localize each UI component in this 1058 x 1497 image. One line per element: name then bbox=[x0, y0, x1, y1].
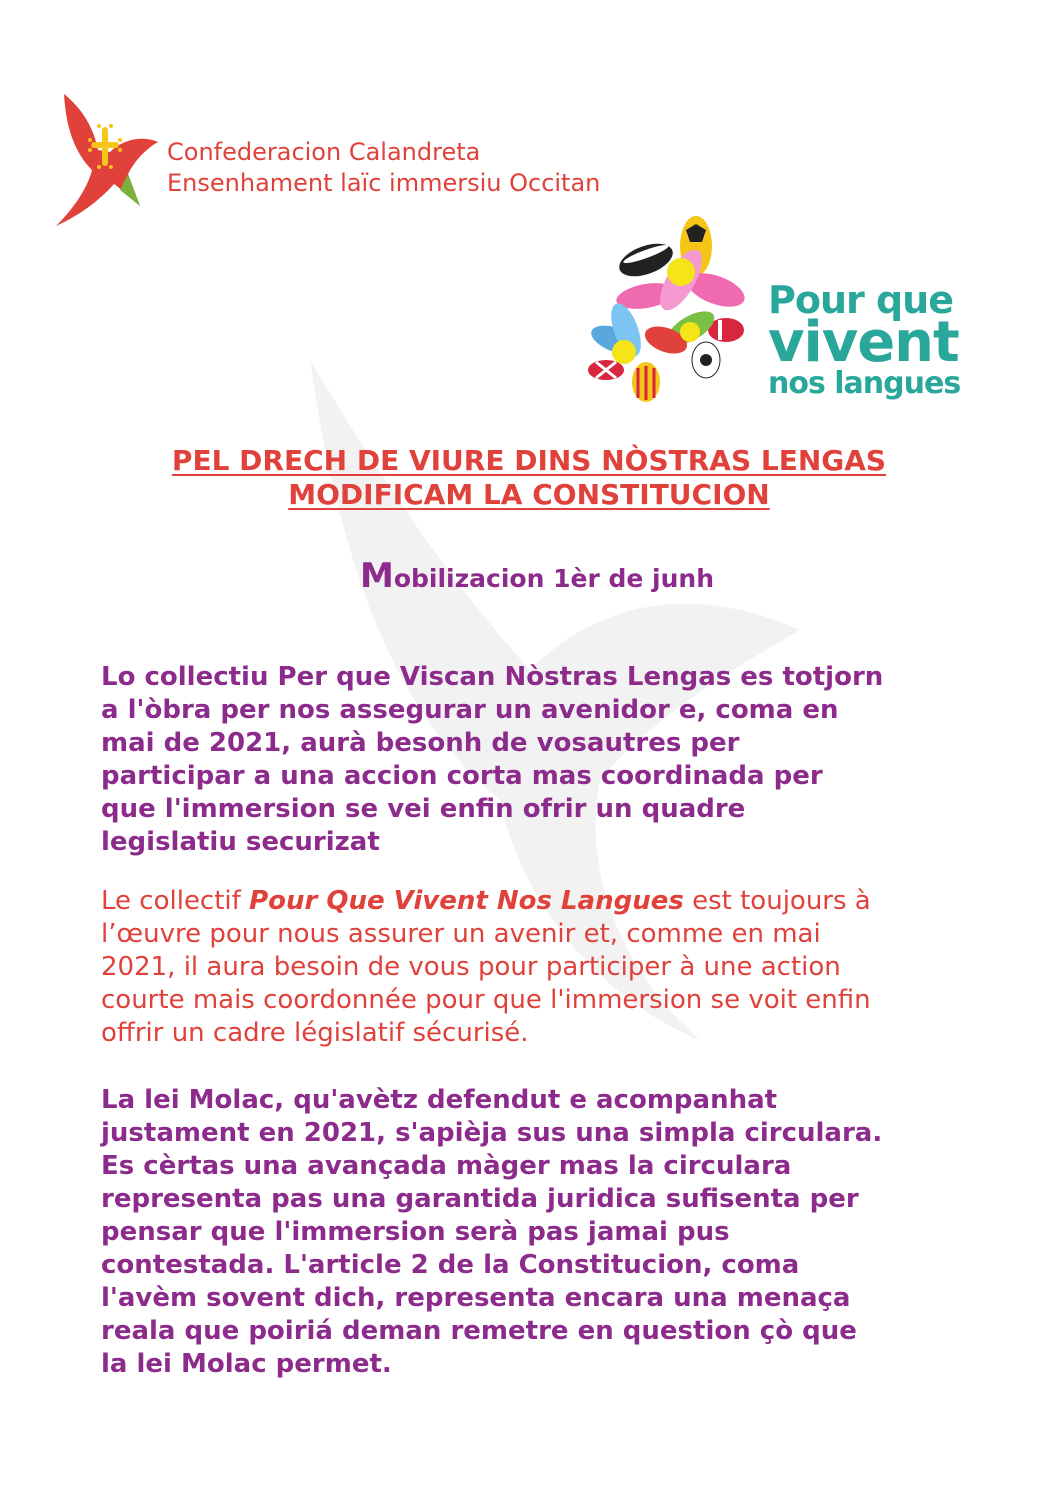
title-line: PEL DRECH DE VIURE DINS NÒSTRAS LENGAS bbox=[171, 444, 887, 477]
paragraph-line: reala que poiriá deman remetre en question çò que bbox=[101, 1316, 857, 1346]
paragraph-text: Le collectif bbox=[101, 886, 250, 916]
subtitle bbox=[360, 556, 714, 596]
paragraph-line: La lei Molac, qu'avètz defendut e acompanhat bbox=[101, 1085, 778, 1115]
organization-name bbox=[167, 137, 600, 199]
paragraph-line: Lo collectiu Per que Viscan Nòstras Lengas es totjorn bbox=[101, 662, 884, 692]
partner-logo-text bbox=[768, 280, 960, 402]
paragraph-line bbox=[101, 885, 971, 918]
partner-logo-line: Pour que bbox=[768, 278, 954, 322]
paragraph-line: legislatiu securizat bbox=[101, 827, 380, 857]
paragraph-line: offrir un cadre législatif sécurisé. bbox=[101, 1018, 529, 1048]
org-name-line: Confederacion Calandreta bbox=[167, 138, 481, 166]
org-tagline: Ensenhament laïc immersiu Occitan bbox=[167, 169, 601, 197]
paragraph-line: justament en 2021, s'apièja sus una simpla circulara. bbox=[101, 1118, 883, 1148]
occitan-paragraph-2 bbox=[101, 1084, 971, 1381]
subtitle-initial: M bbox=[360, 556, 394, 596]
paragraph-line: l’œuvre pour nous assurer un avenir et, comme en mai bbox=[101, 919, 821, 949]
paragraph-line: pensar que l'immersion serà pas jamai pus bbox=[101, 1217, 730, 1247]
partner-logo bbox=[586, 210, 966, 410]
paragraph-line: la lei Molac permet. bbox=[101, 1349, 392, 1379]
paragraph-line: Es cèrtas una avançada màger mas la circulara bbox=[101, 1151, 792, 1181]
title-line: MODIFICAM LA CONSTITUCION bbox=[288, 478, 770, 511]
partner-logo-line: vivent bbox=[768, 310, 959, 375]
collective-name: Pour Que Vivent Nos Langues bbox=[249, 886, 684, 916]
paragraph-line: representa pas una garantida juridica sufisenta per bbox=[101, 1184, 859, 1214]
paragraph-line: a l'òbra per nos assegurar un avenidor e, coma en bbox=[101, 695, 839, 725]
paragraph-line: que l'immersion se vei enfin ofrir un quadre bbox=[101, 794, 746, 824]
page-title bbox=[0, 444, 1058, 512]
paragraph-line: participar a una accion corta mas coordinada per bbox=[101, 761, 823, 791]
flowers-regional-flags-icon bbox=[586, 210, 756, 410]
calandreta-bird-occitan-cross-icon bbox=[54, 90, 162, 230]
occitan-paragraph-1 bbox=[101, 661, 971, 859]
paragraph-line: courte mais coordonnée pour que l'immersion se voit enfin bbox=[101, 985, 871, 1015]
partner-logo-line: nos langues bbox=[768, 366, 961, 401]
paragraph-text: est toujours à bbox=[683, 886, 871, 916]
subtitle-text: obilizacion 1èr de junh bbox=[393, 564, 715, 593]
paragraph-line: contestada. L'article 2 de la Constitucion, coma bbox=[101, 1250, 800, 1280]
paragraph-line: 2021, il aura besoin de vous pour participer à une action bbox=[101, 952, 841, 982]
french-paragraph bbox=[101, 885, 971, 1050]
paragraph-line: mai de 2021, aurà besonh de vosautres per bbox=[101, 728, 740, 758]
paragraph-line: l'avèm sovent dich, representa encara una menaça bbox=[101, 1283, 851, 1313]
